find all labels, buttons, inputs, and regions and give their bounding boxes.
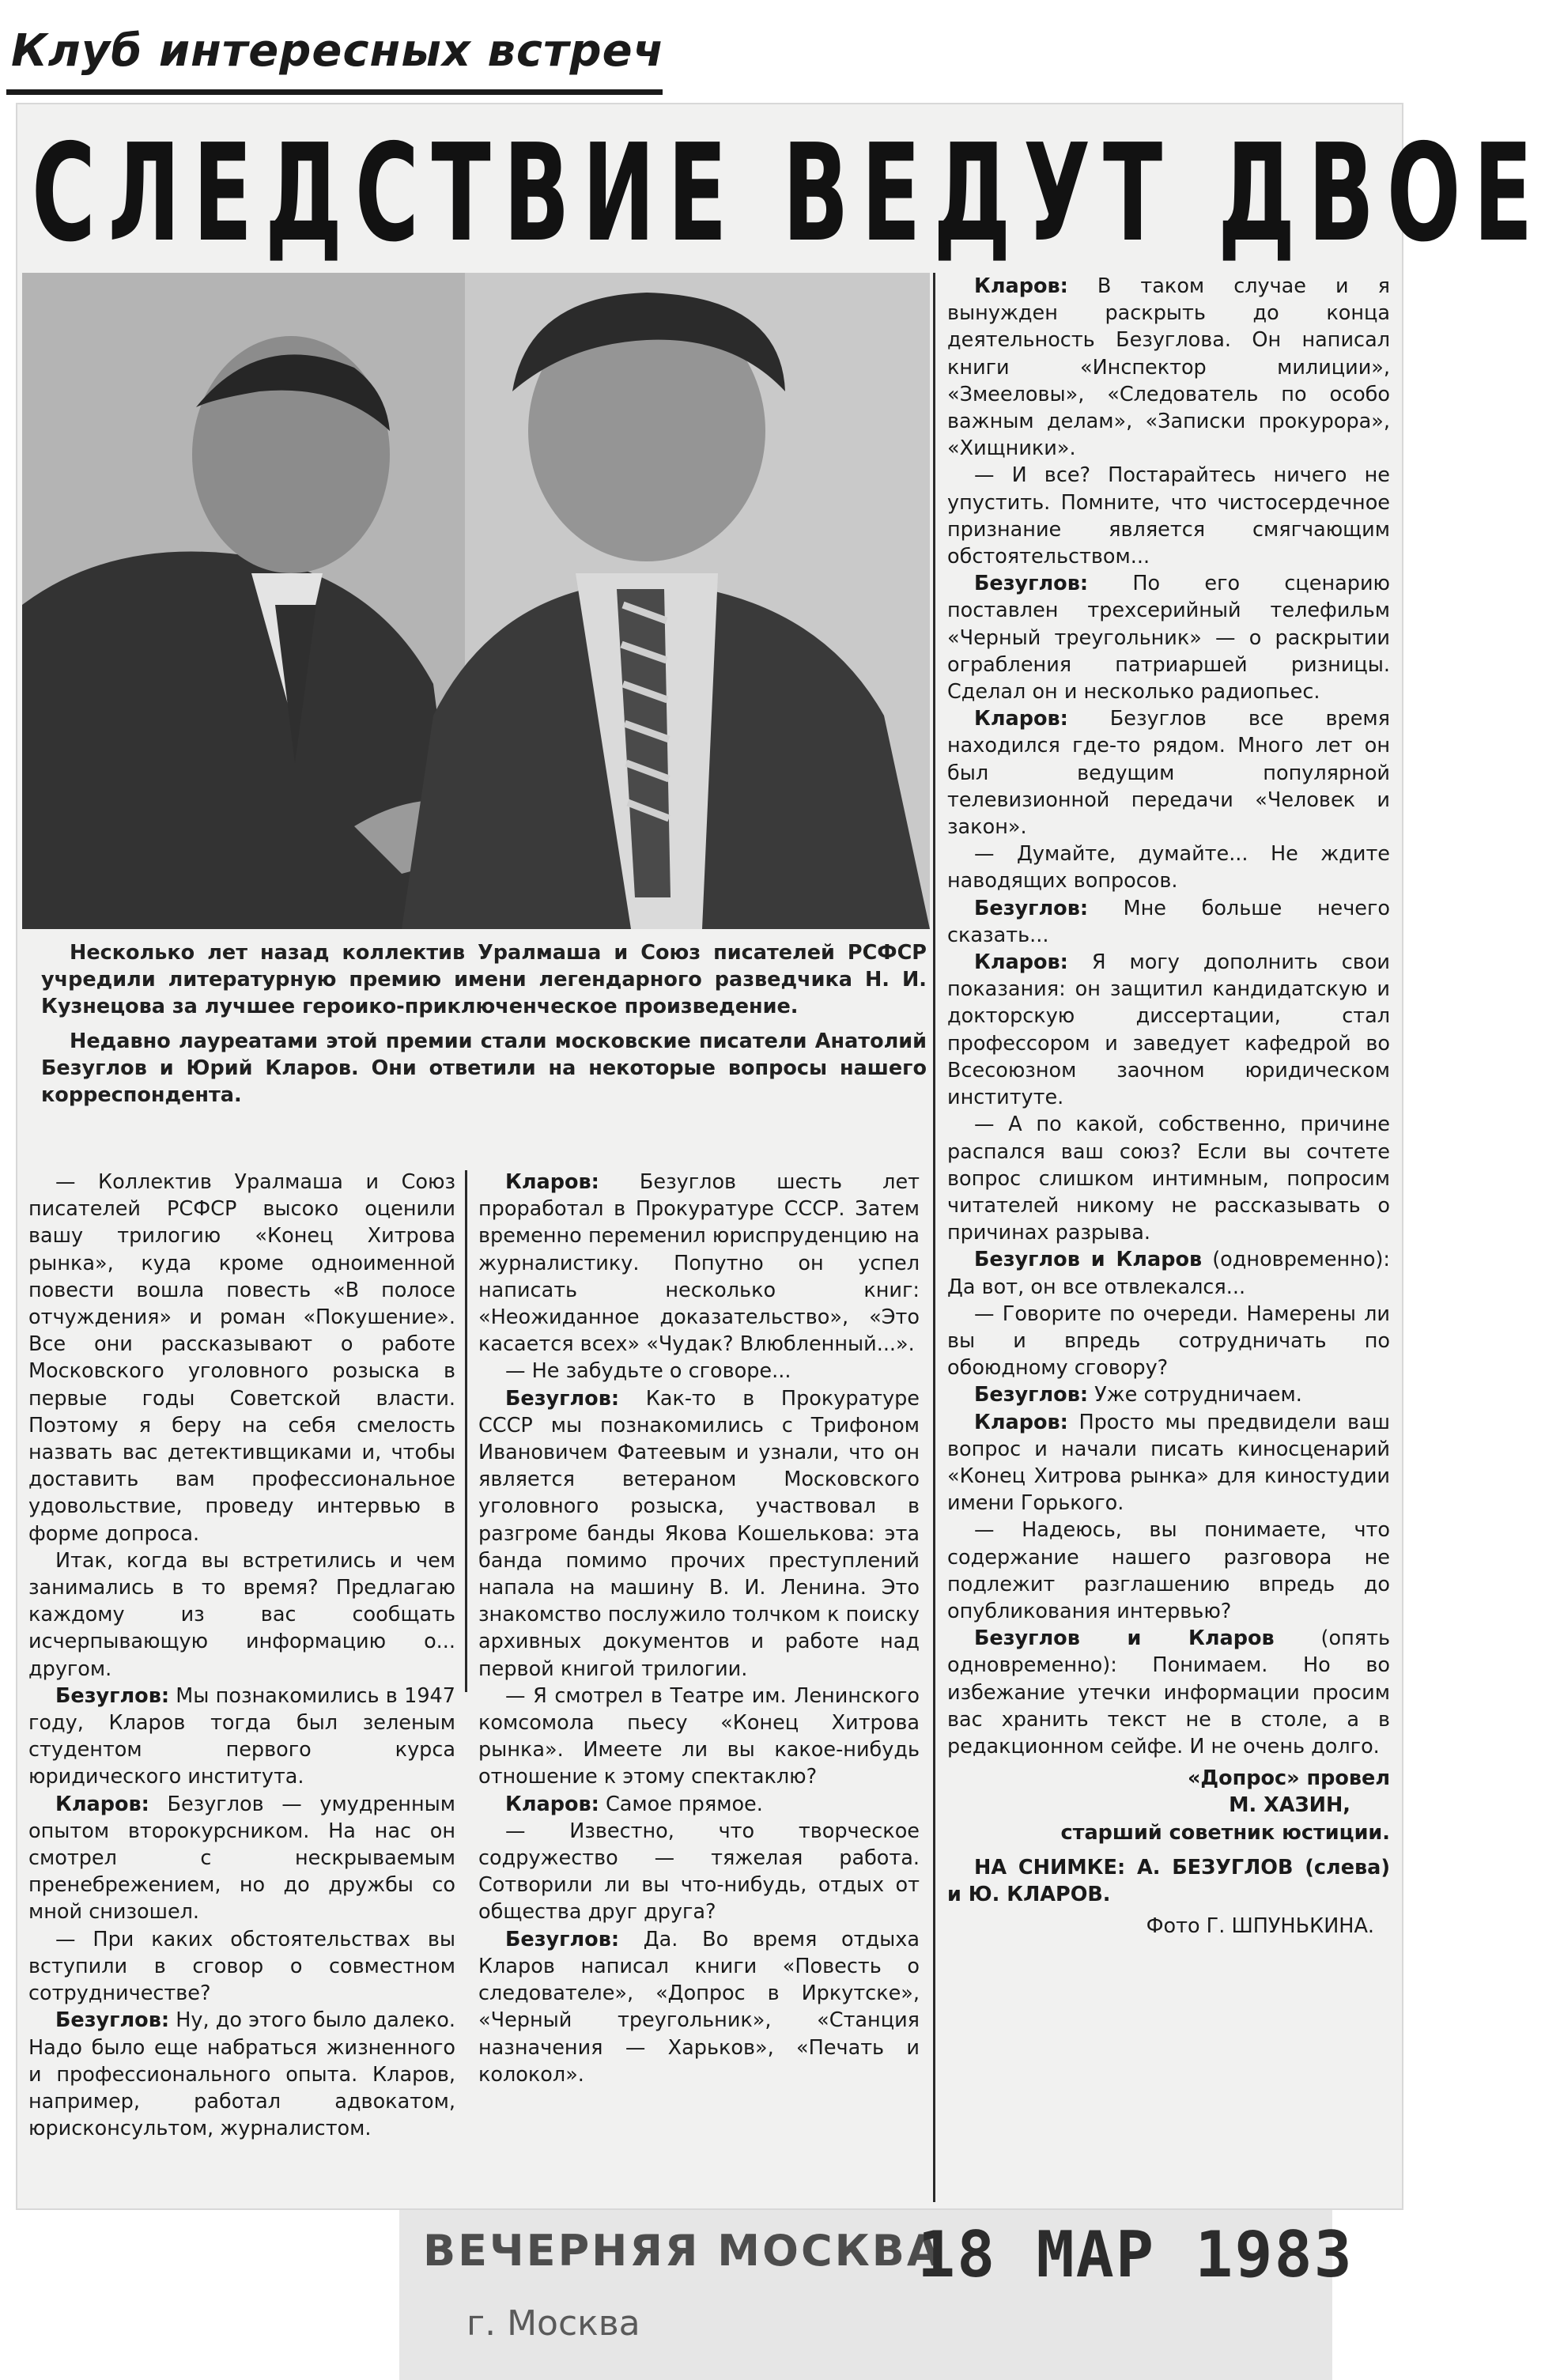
photo-caption: НА СНИМКЕ: А. БЕЗУГЛОВ (слева) и Ю. КЛАРОВ. bbox=[947, 1855, 1390, 1906]
speaker-name: Кларов: bbox=[974, 707, 1068, 731]
article-column-3 bbox=[947, 273, 1390, 1940]
article-paragraph bbox=[947, 1381, 1390, 1408]
article-paragraph bbox=[947, 273, 1390, 462]
article-paragraph bbox=[947, 1409, 1390, 1517]
speaker-name: Кларов: bbox=[505, 1170, 599, 1194]
article-paragraph bbox=[28, 1791, 455, 1926]
article-paragraph bbox=[947, 841, 1390, 894]
paragraph-text: — Не забудьте о сговоре... bbox=[505, 1359, 791, 1384]
article-paragraph bbox=[478, 1926, 920, 2088]
article-column-1 bbox=[28, 1169, 455, 2142]
speaker-name: Безуглов и Кларов bbox=[974, 1626, 1275, 1651]
paragraph-text: Я могу дополнить свои показания: он защитил кандидатскую и докторскую диссертации, стал профессором и заведует кафедрой во Всесоюзном заочном юридическом институте. bbox=[947, 950, 1390, 1110]
speaker-name: Безуглов: bbox=[974, 1383, 1089, 1407]
column-3-body bbox=[947, 273, 1390, 1760]
paragraph-text: Безуглов шесть лет проработал в Прокуратуре СССР. Затем временно переменил юриспруденцию на журналистику. Попутно он успел написать несколько книг: «Неожиданное доказательство», «Это касается всех» «Чудак? Влюбленный...». bbox=[478, 1170, 920, 1357]
article-headline: СЛЕДСТВИЕ ВЕДУТ ДВОЕ bbox=[32, 115, 1545, 272]
paragraph-text: Итак, когда вы встретились и чем занимались в то время? Предлагаю каждому из вас сообщать исчерпывающую информацию о... другом. bbox=[28, 1548, 455, 1681]
article-paragraph bbox=[947, 895, 1390, 949]
paragraph-text: — Думайте, думайте... Не ждите наводящих вопросов. bbox=[947, 842, 1390, 893]
article-paragraph bbox=[478, 1791, 920, 1818]
speaker-name: Безуглов: bbox=[974, 572, 1089, 596]
paragraph-text: Просто мы предвидели ваш вопрос и начали писать киносценарий «Конец Хитрова рынка» для киностудии имени Горького. bbox=[947, 1410, 1390, 1516]
article-paragraph bbox=[947, 462, 1390, 570]
article-paragraph bbox=[478, 1385, 920, 1683]
article-paragraph bbox=[947, 1517, 1390, 1625]
paragraph-text: — При каких обстоятельствах вы вступили в сговор о совместном сотрудничестве? bbox=[28, 1927, 455, 2006]
article-paragraph bbox=[947, 570, 1390, 705]
article-paragraph bbox=[947, 1246, 1390, 1300]
lead-paragraph: Недавно лауреатами этой премии стали московские писатели Анатолий Безуглов и Юрий Кларов. Они ответили на некоторые вопросы нашего корреспондента. bbox=[41, 1029, 927, 1107]
speaker-name: Кларов: bbox=[974, 274, 1068, 298]
article-paragraph bbox=[947, 1625, 1390, 1760]
signature-title: старший советник юстиции. bbox=[1060, 1820, 1390, 1845]
column-rule bbox=[465, 1170, 467, 1692]
signature-line: «Допрос» провел bbox=[1187, 1766, 1390, 1791]
article-paragraph bbox=[478, 1818, 920, 1926]
article-paragraph bbox=[947, 705, 1390, 841]
article-photo bbox=[22, 273, 930, 929]
article-paragraph bbox=[28, 1169, 455, 1547]
paragraph-text: Уже сотрудничаем. bbox=[1088, 1383, 1302, 1407]
article-paragraph bbox=[947, 1301, 1390, 1382]
paragraph-text: Безуглов все время находился где-то рядом. Много лет он был ведущим популярной телевизионной передачи «Человек и закон». bbox=[947, 707, 1390, 840]
speaker-name: Кларов: bbox=[974, 950, 1068, 975]
archive-stamp bbox=[399, 2210, 1354, 2380]
paragraph-text: — Говорите по очереди. Намерены ли вы и впредь сотрудничать по обоюдному сговору? bbox=[947, 1301, 1390, 1381]
article-column-2 bbox=[478, 1169, 920, 2088]
article-paragraph bbox=[28, 2007, 455, 2142]
speaker-name: Кларов: bbox=[505, 1792, 599, 1816]
article-paragraph bbox=[28, 1683, 455, 1791]
article-paragraph bbox=[478, 1358, 920, 1385]
paragraph-text: — Надеюсь, вы понимаете, что содержание нашего разговора не подлежит разглашению впредь до опубликования интервью? bbox=[947, 1518, 1390, 1623]
lead-paragraph: Несколько лет назад коллектив Уралмаша и Союз писателей РСФСР учредили литературную премию имени легендарного разведчика Н. И. Кузнецова за лучшее героико-приключенческое произведение. bbox=[41, 941, 927, 1018]
paragraph-text: — Известно, что творческое содружество — тяжелая работа. Сотворили ли вы что-нибудь, отдых от общества друг друга? bbox=[478, 1819, 920, 1925]
paragraph-text: Мне больше нечего сказать... bbox=[947, 896, 1390, 947]
speaker-name: Безуглов: bbox=[505, 1927, 620, 1951]
stamp-city: г. Москва bbox=[467, 2303, 640, 2344]
paragraph-text: В таком случае и я вынужден раскрыть до конца деятельность Безуглова. Он написал книги «Инспектор милиции», «Змееловы», «Следователь по особо важным делам», «Записки прокурора», «Хищники». bbox=[947, 274, 1390, 461]
speaker-name: Безуглов и Кларов bbox=[974, 1248, 1203, 1272]
paragraph-text: Безуглов — умудренным опытом второкурсником. На нас он смотрел с нескрываемым пренебрежением, но до дружбы со мной снизошел. bbox=[28, 1792, 455, 1925]
paragraph-text: Как-то в Прокуратуре СССР мы познакомились с Трифоном Ивановичем Фатеевым и узнали, что он является ветераном Московского уголовного розыска, участвовал в разгроме банды Якова Кошелькова: эта банда помимо прочих преступлений напала на машину В. И. Ленина. Это знакомство послужило толчком к поиску архивных документов и работе над первой книгой трилогии. bbox=[478, 1386, 920, 1681]
photo-credit: Фото Г. ШПУНЬКИНА. bbox=[1146, 1914, 1374, 1939]
paragraph-text: (одновременно): Да вот, он все отвлекался... bbox=[947, 1248, 1390, 1299]
paragraph-text: (опять одновременно): Понимаем. Но во избежание утечки информации просим вас хранить текст не в столе, а в редакционном сейфе. И не очень долго. bbox=[947, 1626, 1390, 1759]
speaker-name: Безуглов: bbox=[55, 2008, 170, 2033]
paragraph-text: — И все? Постарайтесь ничего не упустить. Помните, что чистосердечное признание является смягчающим обстоятельством... bbox=[947, 463, 1390, 569]
paragraph-text: — А по какой, собственно, причине распался ваш союз? Если вы сочтете вопрос слишком интимным, попросим читателей никому не рассказывать о причинах разрыва. bbox=[947, 1113, 1390, 1245]
paragraph-text: Самое прямое. bbox=[599, 1792, 763, 1816]
rubric-heading: Клуб интересных встреч bbox=[6, 17, 663, 95]
column-rule bbox=[933, 273, 935, 2202]
paragraph-text: — Коллектив Уралмаша и Союз писателей РСФСР высоко оценили вашу трилогию «Конец Хитрова рынка», куда кроме одноименной повести вошла повесть «В полосе отчуждения» и роман «Покушение». Все они рассказывают о работе Московского уголовного розыска в первые годы Советской власти. Поэтому я беру на себя смелость назвать вас детективщиками и, чтобы доставить вам профессиональное удовольствие, проведу интервью в форме допроса. bbox=[28, 1170, 455, 1546]
article-paragraph bbox=[478, 1683, 920, 1791]
article-paragraph bbox=[28, 1547, 455, 1683]
speaker-name: Безуглов: bbox=[55, 1683, 170, 1708]
signature-name: М. ХАЗИН, bbox=[1229, 1793, 1350, 1818]
article-paragraph bbox=[947, 1111, 1390, 1246]
paragraph-text: — Я смотрел в Театре им. Ленинского комсомола пьесу «Конец Хитрова рынка». Имеете ли вы какое-нибудь отношение к этому спектаклю? bbox=[478, 1683, 920, 1789]
speaker-name: Безуглов: bbox=[505, 1386, 620, 1411]
paragraph-text: Да. Во время отдыха Кларов написал книги «Повесть о следователе», «Допрос в Иркутске», «Черный треугольник», «Станция назначения — Харьков», «Печать и колокол». bbox=[478, 1927, 920, 2087]
speaker-name: Кларов: bbox=[974, 1410, 1068, 1434]
stamp-newspaper-name: ВЕЧЕРНЯЯ МОСКВА bbox=[423, 2226, 942, 2276]
speaker-name: Кларов: bbox=[55, 1792, 149, 1816]
article-paragraph bbox=[478, 1169, 920, 1358]
stamp-date: 18 МАР 1983 bbox=[917, 2218, 1354, 2291]
paragraph-text: Мы познакомились в 1947 году, Кларов тогда был зеленым студентом первого курса юридического института. bbox=[28, 1683, 455, 1789]
paragraph-text: По его сценарию поставлен трехсерийный телефильм «Черный треугольник» — о раскрытии ограбления патриаршей ризницы. Сделал он и несколько радиопьес. bbox=[947, 572, 1390, 705]
paragraph-text: Ну, до этого было далеко. Надо было еще набраться жизненного и профессионального опыта. Кларов, например, работал адвокатом, юрисконсультом, журналистом. bbox=[28, 2008, 455, 2141]
speaker-name: Безуглов: bbox=[974, 896, 1089, 920]
article-paragraph bbox=[947, 949, 1390, 1111]
article-paragraph bbox=[28, 1926, 455, 2008]
article-lead bbox=[41, 939, 927, 1109]
portrait-illustration bbox=[22, 273, 930, 929]
